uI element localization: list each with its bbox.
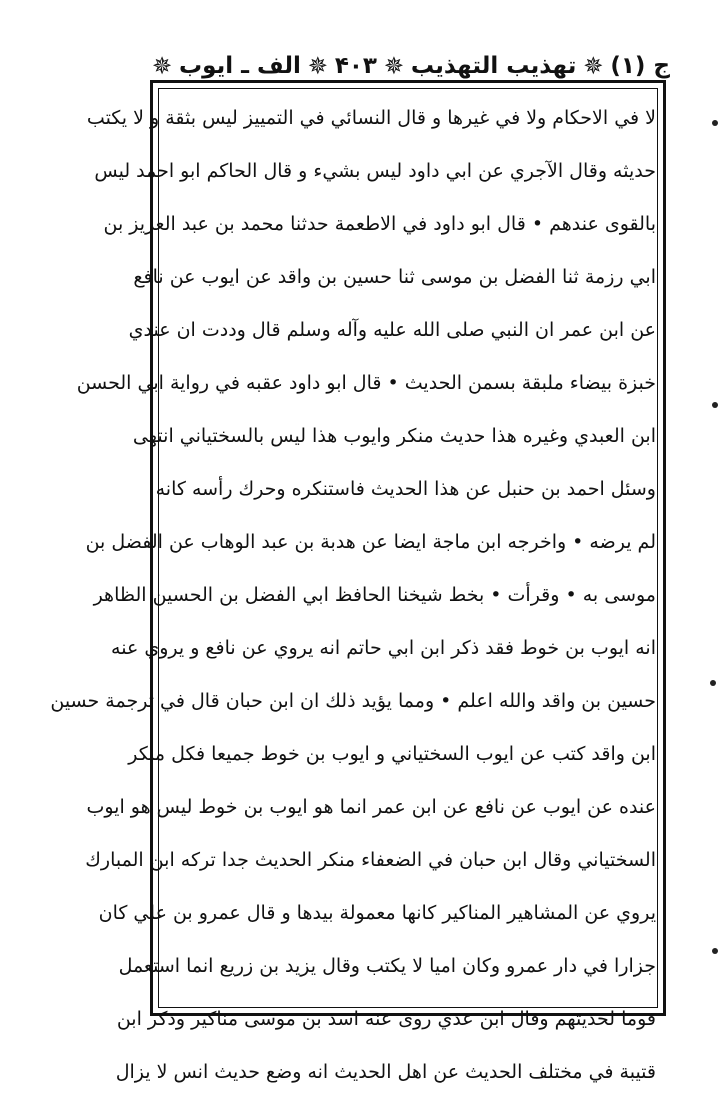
text-line: السختياني وقال ابن حبان في الضعفاء منكر الحديث جدا تركه ابن المبارك: [85, 849, 656, 871]
page-number: ۴۰۳: [334, 53, 377, 79]
text-line: قوما لحديثهم وقال ابن عدي روى عنه اسد بن موسى مناكير وذكر ابن: [116, 1008, 656, 1030]
book-title: تهذيب التهذيب: [410, 53, 577, 79]
text-line: خبزة بيضاء ملبقة بسمن الحديث • قال ابو داود عقبه في رواية ابي الحسن: [76, 372, 656, 394]
text-line: عنده عن ايوب عن نافع عن ابن عمر انما هو ايوب بن خوط ليس هو ايوب: [86, 796, 656, 818]
text-line: جزارا في دار عمرو وكان اميا لا يكتب وقال يزيد بن زريع انما استعمل: [118, 955, 656, 977]
text-line: لا في الاحكام ولا في غيرها و قال النسائي في التمييز ليس بثقة و لا يكتب: [86, 107, 656, 129]
section-title: الف ـ ايوب: [179, 53, 301, 79]
text-line: ابن واقد كتب عن ايوب السختياني و ايوب بن خوط جميعا فكل منكر: [128, 743, 656, 765]
text-line: حسين بن واقد والله اعلم • ومما يؤيد ذلك ان ابن حبان قال في ترجمة حسين: [50, 690, 656, 712]
text-line: يروي عن المشاهير المناكير كانها معمولة بيدها و قال عمرو بن علي كان: [98, 902, 656, 924]
text-line: ابن العبدي وغيره هذا حديث منكر وايوب هذا ليس بالسختياني انتهى: [132, 425, 656, 447]
star-ornament-icon: ✵: [383, 52, 404, 80]
scan-speck: [712, 402, 718, 408]
text-line: عن ابن عمر ان النبي صلى الله عليه وآله وسلم قال وددت ان عندي: [128, 319, 656, 341]
star-ornament-icon: ✵: [307, 52, 328, 80]
text-line: انه ايوب بن خوط فقد ذكر ابن ابي حاتم انه يروي عن نافع و يروي عنه: [111, 637, 656, 659]
volume-label: ج (۱): [610, 53, 670, 79]
text-line: ابي رزمة ثنا الفضل بن موسى ثنا حسين بن واقد عن ايوب عن نافع: [133, 266, 656, 288]
text-line: بالقوى عندهم • قال ابو داود في الاطعمة حدثنا محمد بن عبد العزيز بن: [103, 213, 656, 235]
text-line: حديثه وقال الآجري عن ابي داود ليس بشيء و قال الحاكم ابو احمد ليس: [94, 160, 656, 182]
text-line: وسئل احمد بن حنبل عن هذا الحديث فاستنكره وحرك رأسه كانه: [155, 478, 656, 500]
star-ornament-icon: ✵: [583, 52, 604, 80]
text-line: قتيبة في مختلف الحديث عن اهل الحديث انه وضع حديث انس لا يزال: [115, 1061, 656, 1083]
star-ornament-icon: ✵: [152, 52, 173, 80]
scan-speck: [712, 948, 718, 954]
main-text: [50, 92, 656, 1083]
scan-speck: [710, 680, 716, 686]
text-line: موسى به • وقرأت • بخط شيخنا الحافظ ابي الفضل بن الحسين الظاهر: [93, 584, 656, 606]
text-line: لم يرضه • واخرجه ابن ماجة ايضا عن هدبة بن عبد الوهاب عن الفضل بن: [85, 531, 656, 553]
scan-speck: [712, 120, 718, 126]
